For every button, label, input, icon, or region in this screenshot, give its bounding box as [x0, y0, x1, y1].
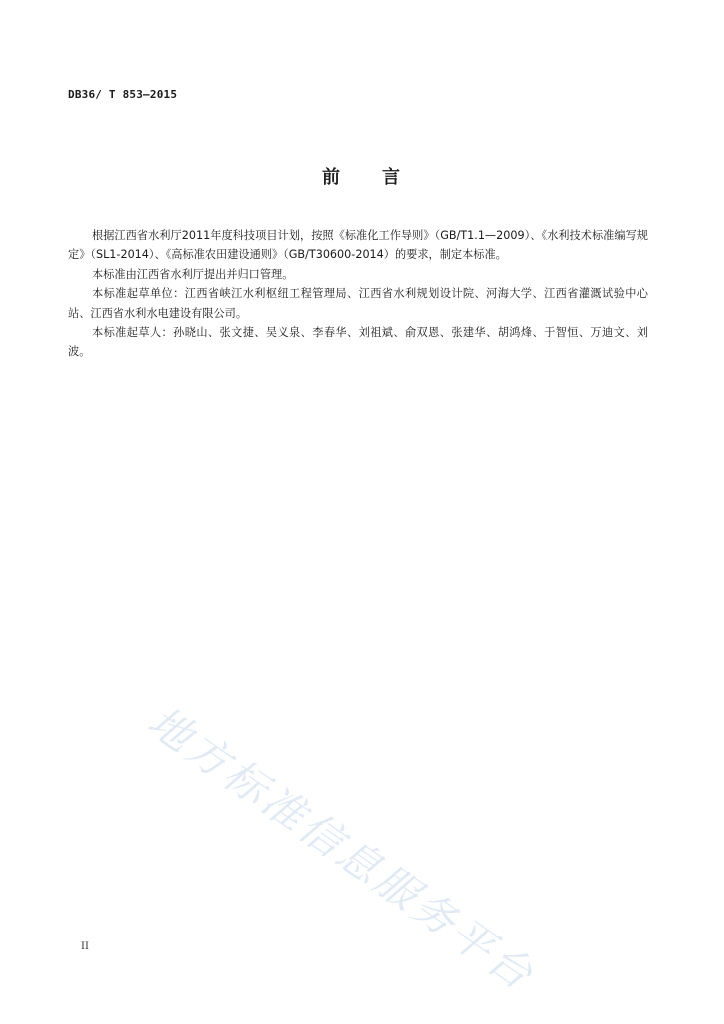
foreword-body [68, 226, 648, 362]
page-title: 前 言 [322, 167, 402, 188]
paragraph-basis: 根据江西省水利厅2011年度科技项目计划，按照《标准化工作导则》（GB/T1.1—2009）、《水利技术标准编写规定》（SL1-2014）、《高标准农田建设通则》（GB/T30600-2014）的要求，制定本标准。 [68, 229, 648, 262]
paragraph-drafting-units: 本标准起草单位：江西省峡江水利枢纽工程管理局、江西省水利规划设计院、河海大学、江西省灌溉试验中心站、江西省水利水电建设有限公司。 [68, 287, 648, 320]
watermark-text: 地方标准信息服务平台 [139, 696, 545, 1001]
page-number: II [81, 941, 89, 952]
standard-code: DB36/ T 853—2015 [68, 88, 178, 101]
paragraph-management: 本标准由江西省水利厅提出并归口管理。 [92, 267, 294, 281]
paragraph-drafters: 本标准起草人：孙晓山、张文捷、吴义泉、李春华、刘祖斌、俞双恩、张建华、胡鸿烽、于智恒、万迪文、刘波。 [68, 326, 648, 359]
